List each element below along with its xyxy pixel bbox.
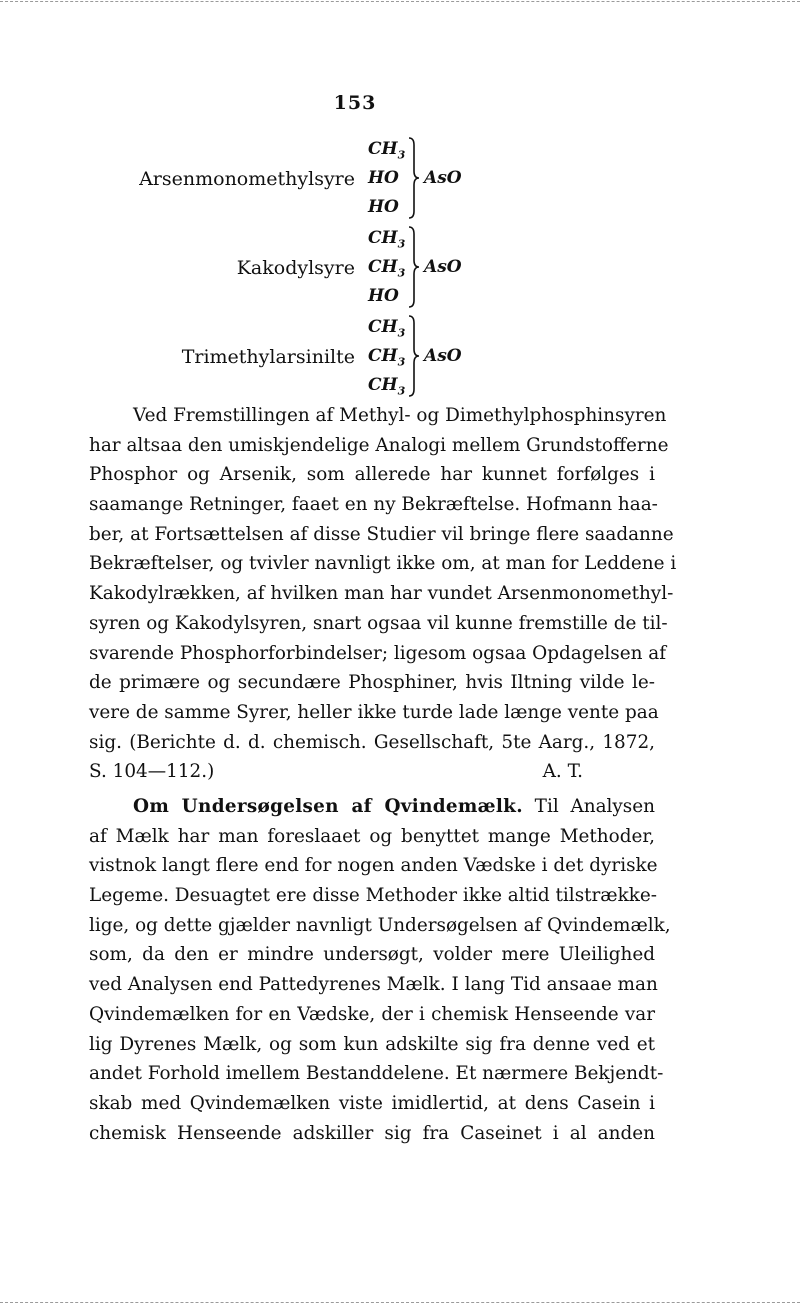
formula-name: Kakodylsyre <box>236 257 355 279</box>
formula-group: $CH_3$ <box>368 139 406 162</box>
formula-group: HO <box>368 168 399 188</box>
formula-group: $CH_3$ <box>368 346 406 369</box>
formula-group: $CH_3$ <box>368 257 406 280</box>
formula-group: $CH_3$ <box>368 228 406 251</box>
reference-pages: S. 104—112.) <box>89 761 215 783</box>
text-line: ved Analysen end Pattedyrenes Mælk. I lang Tid ansaae man <box>89 974 658 996</box>
page-number: 153 <box>333 92 377 114</box>
heading-line <box>89 792 655 822</box>
text-line: som, da den er mindre undersøgt, volder mere Uleilighed <box>89 944 655 966</box>
brace-icon <box>406 135 420 221</box>
formula-group: HO <box>368 286 399 306</box>
page-bottom-edge <box>0 1302 800 1303</box>
section-heading: Om Undersøgelsen af Qvindemælk. <box>133 796 523 817</box>
formula-block <box>0 139 800 227</box>
text-line: andet Forhold imellem Bestanddelene. Et nærmere Bekjendt- <box>89 1063 664 1085</box>
text-line: syren og Kakodylsyren, snart ogsaa vil kunne fremstille de til- <box>89 612 668 634</box>
text-line: af Mælk har man foreslaaet og benyttet mange Methoder, <box>89 825 655 847</box>
brace-icon <box>406 313 420 399</box>
text-line: vistnok langt flere end for nogen anden Vædske i det dyriske <box>89 855 658 877</box>
paragraph-phosphinsyre <box>89 401 677 787</box>
text-line: Phosphor og Arsenik, som allerede har kunnet forfølges i <box>89 464 655 486</box>
text-line: lige, og dette gjælder navnligt Undersøgelsen af Qvindemælk, <box>89 914 671 936</box>
text-line: saamange Retninger, faaet en ny Bekræftelse. Hofmann haa- <box>89 494 658 516</box>
formula-tail: AsO <box>424 346 462 366</box>
text-line: Qvindemælken for en Vædske, der i chemisk Henseende var <box>89 1003 655 1025</box>
text-line: skab med Qvindemælken viste imidlertid, at dens Casein i <box>89 1092 655 1114</box>
text-line: ber, at Fortsættelsen af disse Studier vil bringe flere saadanne <box>89 523 674 545</box>
brace-icon <box>406 224 420 310</box>
page-top-edge <box>0 1 800 2</box>
formula-name: Arsenmonomethylsyre <box>139 168 355 190</box>
text-line: de primære og secundære Phosphiner, hvis Iltning vilde le- <box>89 672 655 694</box>
text-line: vere de samme Syrer, heller ikke turde lade længe vente paa <box>89 701 659 723</box>
formula-block <box>0 228 800 316</box>
text-line: Bekræftelser, og tvivler navnligt ikke om, at man for Leddene i <box>89 553 677 575</box>
text-line: chemisk Henseende adskiller sig fra Caseinet i al anden <box>89 1122 655 1144</box>
author-initials: A. T. <box>542 761 583 783</box>
paragraph-qvindemaelk <box>89 792 671 1148</box>
text-line: lig Dyrenes Mælk, og som kun adskilte sig fra denne ved et <box>89 1033 655 1055</box>
text-line: Kakodylrækken, af hvilken man har vundet Arsenmonomethyl- <box>89 583 674 605</box>
formula-name: Trimethylarsinilte <box>181 346 355 368</box>
reference-line <box>89 757 655 787</box>
formula-block <box>0 317 800 405</box>
text-line: Legeme. Desuagtet ere disse Methoder ikke altid tilstrække- <box>89 885 657 907</box>
formula-group: $CH_3$ <box>368 317 406 340</box>
text-line: har altsaa den umiskjendelige Analogi mellem Grundstofferne <box>89 434 669 456</box>
formula-group: HO <box>368 197 399 217</box>
formula-group: $CH_3$ <box>368 375 406 398</box>
text-line: svarende Phosphorforbindelser; ligesom ogsaa Opdagelsen af <box>89 642 667 664</box>
formula-tail: AsO <box>424 257 462 277</box>
text-line: Ved Fremstillingen af Methyl- og Dimethylphosphinsyren <box>133 405 667 426</box>
formula-tail: AsO <box>424 168 462 188</box>
heading-line-rest: Til Analysen <box>534 796 655 817</box>
text-line: sig. (Berichte d. d. chemisch. Gesellschaft, 5te Aarg., 1872, <box>89 731 655 753</box>
